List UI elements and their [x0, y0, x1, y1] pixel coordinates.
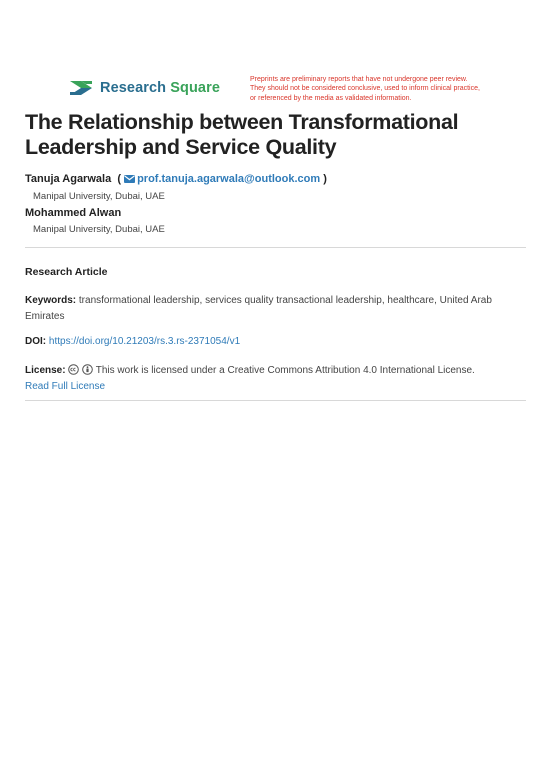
- keywords-text: transformational leadership, services quality transactional leadership, healthcare, United Arab Emirates: [25, 295, 492, 322]
- logo-word-square: Square: [170, 80, 220, 96]
- doi-label: DOI:: [25, 336, 47, 347]
- paren-close: ): [323, 173, 327, 185]
- cc-icon: [68, 364, 79, 375]
- research-square-logo-icon: [68, 78, 94, 98]
- author-2-affiliation: Manipal University, Dubai, UAE: [33, 224, 165, 235]
- envelope-icon: [124, 175, 135, 183]
- title-line: Leadership and Service Quality: [25, 135, 337, 159]
- divider: [25, 247, 526, 248]
- divider: [25, 400, 526, 401]
- paren-open: (: [117, 173, 121, 185]
- disclaimer-line: or referenced by the media as validated information.: [250, 94, 412, 102]
- doi: [25, 336, 240, 347]
- logo-wordmark: [100, 80, 220, 96]
- author-email: prof.tanuja.agarwala@outlook.com: [137, 173, 321, 185]
- research-square-logo[interactable]: [68, 78, 220, 98]
- keywords-label: Keywords:: [25, 295, 77, 306]
- article-type: Research Article: [25, 266, 108, 278]
- author-name: Mohammed Alwan: [25, 207, 122, 219]
- license-text: This work is licensed under a Creative Commons Attribution 4.0 International License.: [95, 365, 475, 376]
- preprint-disclaimer: [250, 75, 500, 103]
- by-icon: [82, 364, 93, 375]
- author-1-affiliation: Manipal University, Dubai, UAE: [33, 191, 165, 202]
- disclaimer-line: Preprints are preliminary reports that have not undergone peer review.: [250, 76, 468, 83]
- read-full-license-link[interactable]: Read Full License: [25, 381, 106, 392]
- logo-word-research: Research: [100, 80, 167, 96]
- paper-title: [25, 110, 525, 160]
- author-1: [25, 173, 327, 185]
- disclaimer-line: They should not be considered conclusive, used to inform clinical practice,: [250, 85, 480, 93]
- keywords: [25, 293, 525, 325]
- author-name: Tanuja Agarwala: [25, 173, 112, 185]
- license-label: License:: [25, 365, 66, 376]
- author-email-link[interactable]: [124, 173, 323, 185]
- author-email-group: [117, 173, 327, 185]
- title-line: The Relationship between Transformational: [25, 110, 459, 134]
- author-2: [25, 207, 121, 219]
- doi-link[interactable]: https://doi.org/10.21203/rs.3.rs-2371054/v1: [48, 336, 241, 347]
- license: [25, 363, 525, 395]
